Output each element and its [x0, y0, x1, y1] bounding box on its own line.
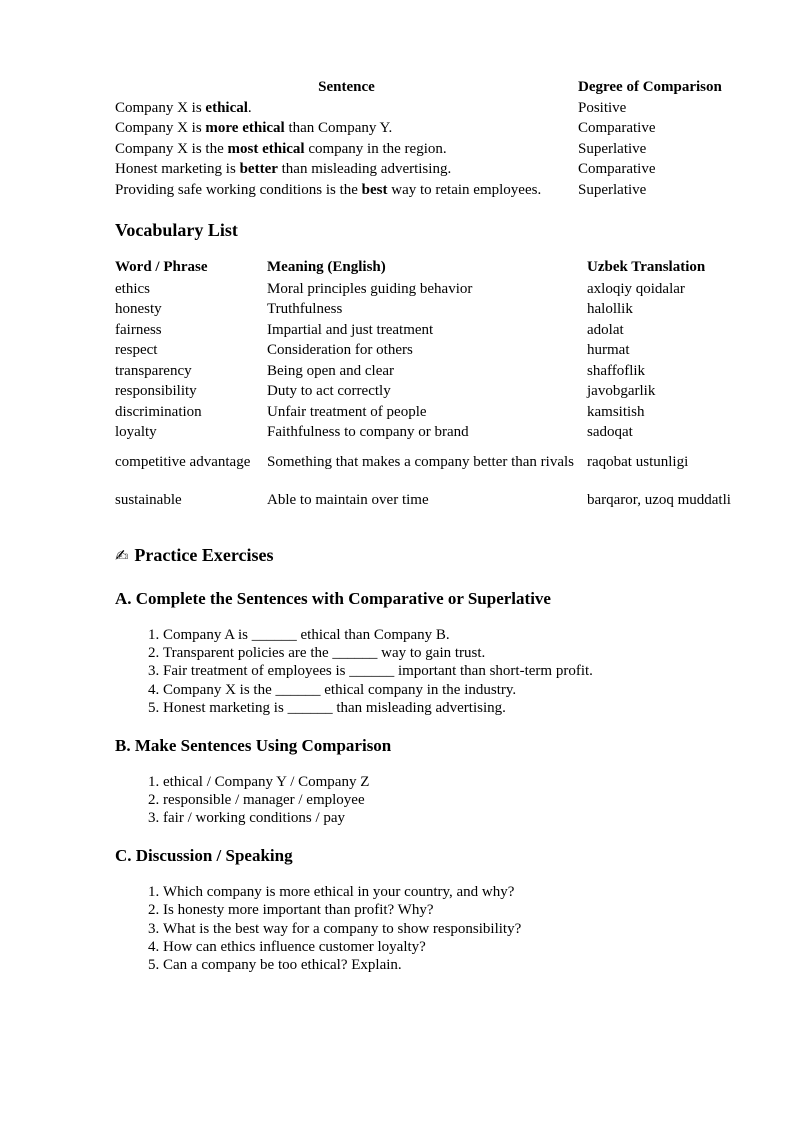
list-item: 1. Company A is ______ ethical than Company B.: [163, 626, 755, 644]
list-item: 2. Is honesty more important than profit? Why?: [163, 901, 755, 919]
uzbek-cell: shaffoflik: [587, 362, 646, 379]
section-b-heading: B. Make Sentences Using Comparison: [115, 735, 392, 755]
degree-cell: Positive: [578, 99, 627, 116]
sentence-text: Providing safe working conditions is the: [115, 181, 362, 198]
word-cell: respect: [115, 342, 158, 359]
document-page: [115, 76, 755, 975]
sentence-cell: [115, 139, 578, 160]
word-cell: competitive advantage: [115, 453, 251, 470]
uzbek-cell: javobgarlik: [587, 383, 656, 400]
meaning-cell: Something that makes a company better than rivals: [267, 453, 575, 470]
list-item: 1. Which company is more ethical in your country, and why?: [163, 883, 755, 901]
degree-cell: Superlative: [578, 140, 647, 157]
sentence-keyword: more ethical: [205, 120, 285, 137]
uzbek-cell: adolat: [587, 321, 624, 338]
meaning-cell: Impartial and just treatment: [267, 321, 434, 338]
meaning-cell: Faithfulness to company or brand: [267, 424, 469, 441]
sentence-keyword: better: [239, 161, 278, 178]
sentence-cell: [115, 98, 578, 119]
meaning-column-header: Meaning (English): [267, 259, 386, 275]
word-cell: sustainable: [115, 491, 182, 508]
vocabulary-heading: Vocabulary List: [115, 219, 238, 240]
sentence-column-header: Sentence: [318, 78, 375, 95]
uzbek-column-header: Uzbek Translation: [587, 259, 706, 275]
vocabulary-row: [115, 361, 755, 382]
practice-title: Practice Exercises: [134, 544, 274, 565]
vocabulary-row: [115, 279, 755, 300]
meaning-cell: Moral principles guiding behavior: [267, 280, 473, 297]
word-cell: honesty: [115, 301, 162, 318]
word-column-header: Word / Phrase: [115, 259, 208, 275]
sentence-cell: [115, 160, 578, 181]
sentence-text: company in the region.: [304, 140, 447, 157]
section-a-heading: A. Complete the Sentences with Comparative or Superlative: [115, 588, 551, 608]
sentence-text: Company X is: [115, 120, 206, 137]
vocabulary-row: [115, 381, 755, 402]
list-item: 5. Can a company be too ethical? Explain.: [163, 956, 755, 974]
list-item: 3. Fair treatment of employees is ______ important than short-term profit.: [163, 662, 755, 680]
meaning-cell: Being open and clear: [267, 362, 395, 379]
sentence-keyword: most ethical: [227, 140, 305, 157]
word-cell: responsibility: [115, 383, 197, 400]
meaning-cell: Unfair treatment of people: [267, 403, 427, 420]
sentence-text: Honest marketing is: [115, 161, 240, 178]
degree-cell: Superlative: [578, 181, 647, 198]
sentence-text: than misleading advertising.: [277, 161, 452, 178]
sentence-text: Company X is: [115, 99, 206, 116]
list-item: 4. How can ethics influence customer loyalty?: [163, 938, 755, 956]
uzbek-cell: barqaror, uzoq muddatli: [587, 491, 731, 508]
list-item: 5. Honest marketing is ______ than misleading advertising.: [163, 699, 755, 717]
writing-hand-icon: ✍: [115, 545, 129, 565]
uzbek-cell: raqobat ustunligi: [587, 453, 689, 470]
vocabulary-row: [115, 320, 755, 341]
vocabulary-row: [115, 481, 755, 519]
meaning-cell: Consideration for others: [267, 342, 413, 359]
vocabulary-row: [115, 443, 755, 481]
sentence-keyword: ethical: [205, 99, 248, 116]
section-c-list: [115, 883, 755, 975]
sentence-text: .: [247, 99, 252, 116]
section-c-heading: C. Discussion / Speaking: [115, 845, 293, 865]
list-item: 2. Transparent policies are the ______ way to gain trust.: [163, 644, 755, 662]
sentence-cell: [115, 180, 578, 201]
comparison-row: [115, 98, 722, 119]
uzbek-cell: axloqiy qoidalar: [587, 280, 685, 297]
degree-cell: Comparative: [578, 120, 656, 137]
degree-column-header: Degree of Comparison: [578, 78, 722, 95]
uzbek-cell: kamsitish: [587, 403, 645, 420]
sentence-keyword: best: [361, 181, 388, 198]
word-cell: ethics: [115, 280, 150, 297]
vocabulary-row: [115, 422, 755, 443]
word-cell: discrimination: [115, 403, 202, 420]
sentence-cell: [115, 119, 578, 140]
section-a-list: [115, 626, 755, 718]
section-b-list: [115, 773, 755, 828]
comparison-row: [115, 180, 722, 201]
meaning-cell: Truthfulness: [267, 301, 343, 318]
practice-heading: [115, 545, 755, 566]
uzbek-cell: halollik: [587, 301, 633, 318]
uzbek-cell: hurmat: [587, 342, 630, 359]
comparison-row: [115, 160, 722, 181]
sentence-text: Company X is the: [115, 140, 228, 157]
meaning-cell: Able to maintain over time: [267, 491, 429, 508]
list-item: 3. fair / working conditions / pay: [163, 809, 755, 827]
word-cell: loyalty: [115, 424, 157, 441]
list-item: 1. ethical / Company Y / Company Z: [163, 773, 755, 791]
list-item: 2. responsible / manager / employee: [163, 791, 755, 809]
uzbek-cell: sadoqat: [587, 424, 633, 441]
word-cell: transparency: [115, 362, 192, 379]
list-item: 3. What is the best way for a company to show responsibility?: [163, 920, 755, 938]
vocabulary-header-row: [115, 257, 755, 279]
comparison-header-row: [115, 76, 722, 98]
comparison-table: [115, 76, 722, 201]
meaning-cell: Duty to act correctly: [267, 383, 391, 400]
sentence-text: than Company Y.: [284, 120, 393, 137]
vocabulary-table: [115, 257, 755, 519]
comparison-row: [115, 119, 722, 140]
vocabulary-row: [115, 340, 755, 361]
word-cell: fairness: [115, 321, 162, 338]
list-item: 4. Company X is the ______ ethical company in the industry.: [163, 681, 755, 699]
degree-cell: Comparative: [578, 161, 656, 178]
vocabulary-row: [115, 402, 755, 423]
comparison-row: [115, 139, 722, 160]
vocabulary-row: [115, 299, 755, 320]
sentence-text: way to retain employees.: [387, 181, 542, 198]
